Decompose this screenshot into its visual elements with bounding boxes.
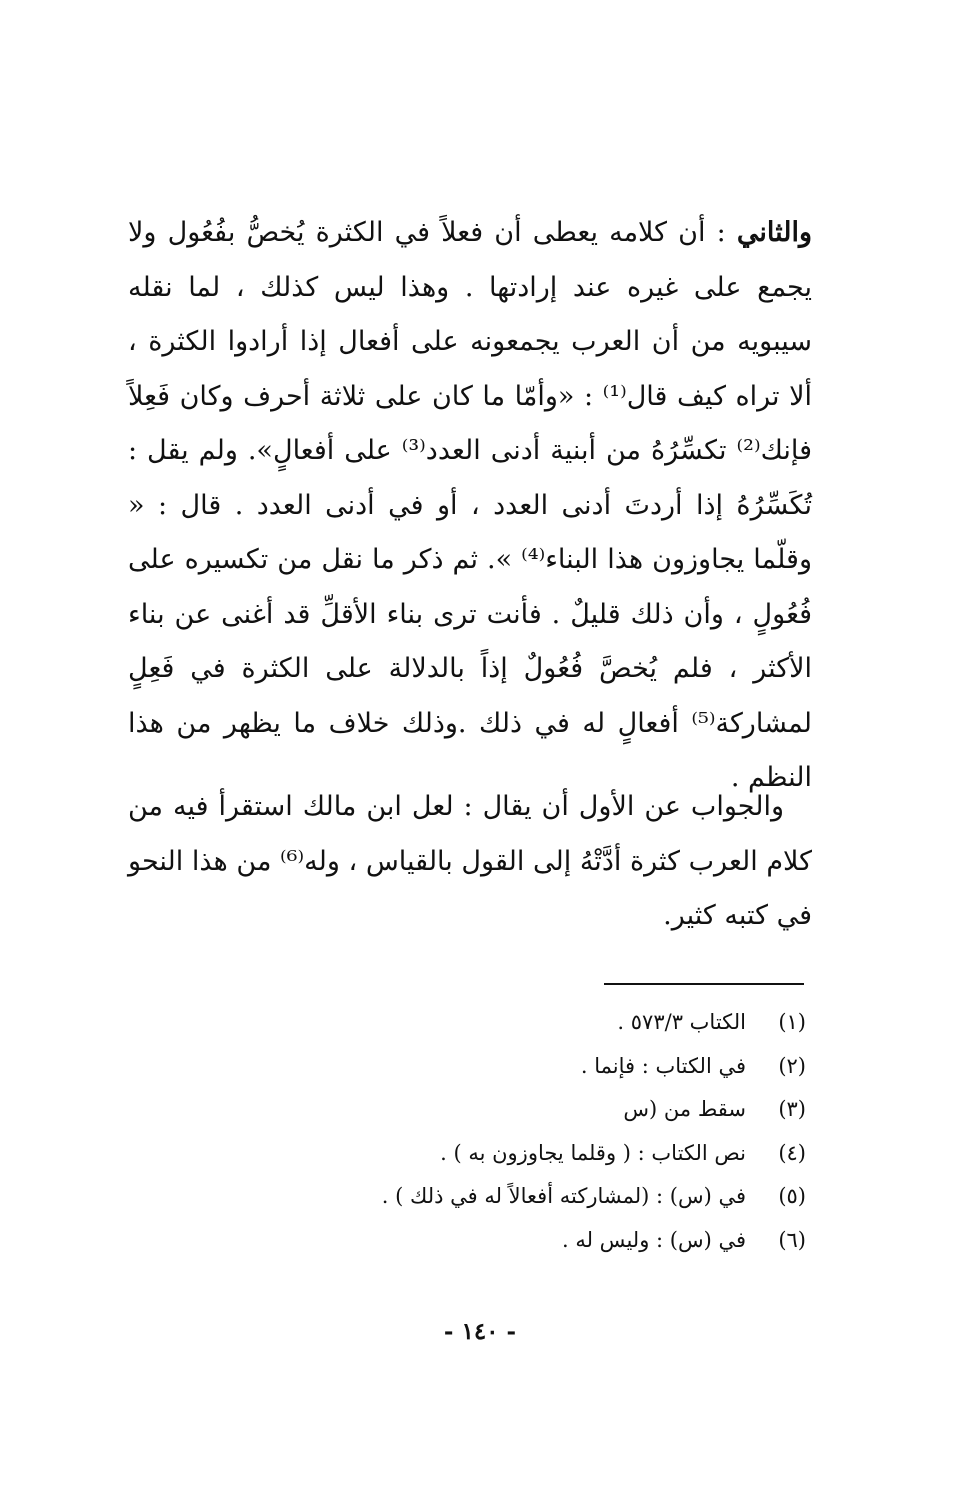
footnote-item bbox=[300, 1184, 806, 1228]
footnote-separator bbox=[604, 983, 804, 985]
footnote-item bbox=[300, 1010, 806, 1054]
footnote-text: في الكتاب : فإنما . bbox=[580, 1053, 746, 1078]
paragraph-lead-word: والثاني bbox=[736, 217, 812, 248]
page-number: - ١٤٠ - bbox=[443, 1318, 517, 1345]
body-paragraph-1 bbox=[128, 206, 812, 806]
footnote-text: في (س) : وليس له . bbox=[562, 1227, 746, 1252]
footnote-item bbox=[300, 1097, 806, 1141]
footnote-text: سقط من (س bbox=[623, 1097, 746, 1121]
footnote-text: الكتاب ٥٧٣/٣ . bbox=[617, 1010, 746, 1034]
footnote-item bbox=[300, 1054, 806, 1098]
footnote-number: (٦) bbox=[778, 1227, 806, 1252]
footnote-item bbox=[300, 1228, 806, 1272]
body-paragraph-2 bbox=[128, 780, 812, 944]
footnote-text: نص الكتاب : ( وقلما يجاوزون به ) . bbox=[440, 1140, 746, 1165]
footnote-item bbox=[300, 1141, 806, 1185]
paragraph-1-text: : أن كلامه يعطى أن فعلاً في الكثرة يُخصُّ بفُعُول ولا يجمع على غيره عند إرادتها . وهذا ليس كذلك ، لما نقله سيبويه من أن العرب يجمعونه على أفعال إذا أرادوا الكثرة ، ألا تراه كيف قال⁽¹⁾ : «وأمّا ما كان على ثلاثة أحرف وكان فَعِلاً فإنك⁽²⁾ تكسِّرُهُ من أبنية أدنى العدد⁽³⁾ على أفعالٍ». ولم يقل : تُكَسِّرُهُ إذا أردتَ أدنى العدد ، أو في أدنى العدد . قال : « وقلّما يجاوزون هذا البناء⁽⁴⁾ ». ثم ذكر ما نقل من تكسيره على فُعُولٍ ، وأن ذلك قليلٌ . فأنت ترى بناء الأقلِّ قد أغنى عن بناء الأكثر ، فلم يُخصَّ فُعُولٌ إذاً بالدلالة على الكثرة في فَعِلٍ لمشاركة⁽⁵⁾ أفعالٍ له في ذلك .وذلك خلاف ما يظهر من هذا النظم . bbox=[128, 217, 813, 793]
footnotes-list bbox=[300, 1010, 806, 1271]
footnote-number: (٢) bbox=[778, 1053, 806, 1078]
footnote-number: (١) bbox=[778, 1010, 806, 1034]
footnote-text: في (س) : (لمشاركته أفعالاً له في ذلك ) . bbox=[381, 1184, 746, 1208]
footnote-number: (٣) bbox=[778, 1097, 806, 1121]
footnote-number: (٤) bbox=[778, 1140, 806, 1165]
footnote-number: (٥) bbox=[778, 1184, 806, 1208]
paragraph-2-text: والجواب عن الأول أن يقال : لعل ابن مالك استقرأ فيه من كلام العرب كثرة أدَّتْهُ إلى القول بالقياس ، وله⁽⁶⁾ من هذا النحو في كتبه كثير. bbox=[128, 791, 812, 931]
